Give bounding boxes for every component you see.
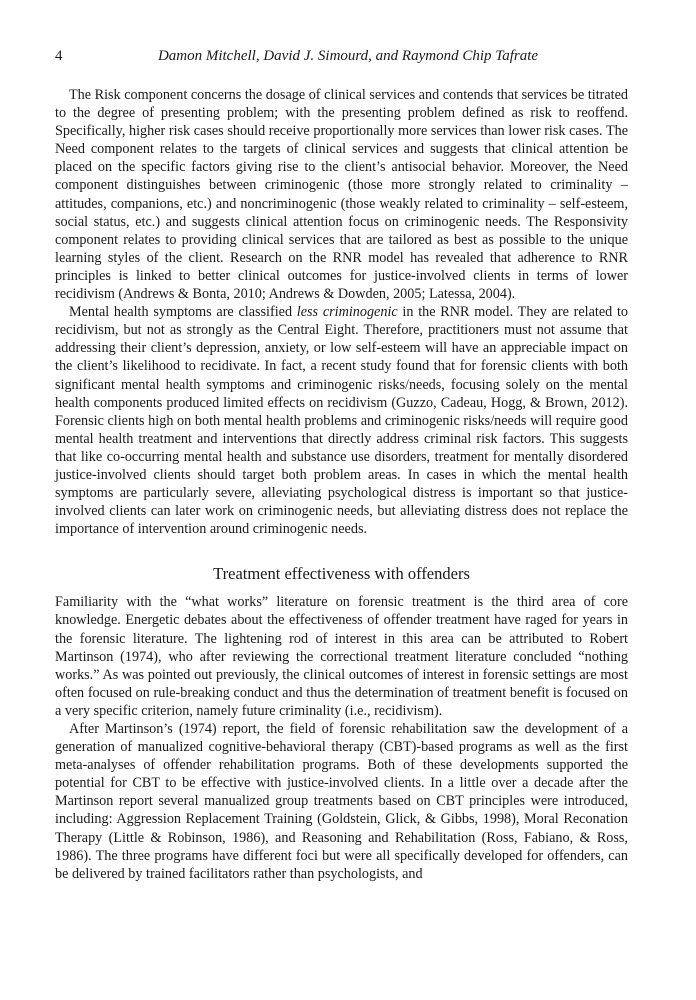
section-heading: Treatment effectiveness with offenders bbox=[213, 564, 470, 584]
page-body bbox=[55, 86, 628, 883]
paragraph-risk-need-responsivity: The Risk component concerns the dosage of clinical services and contends that services be titrated to the degree of presenting problem; with the presenting problem defined as risk to reoffend. Specifically, higher risk cases should receive proportionally more services than lower risk cases. The Need component relates to the targets of clinical services and suggests that clinical attention be placed on the specific factors giving rise to the client’s antisocial behavior. Moreover, the Need component distinguishes between criminogenic (those more strongly related to criminality – attitudes, companions, etc.) and noncriminogenic (those weakly related to criminality – self-esteem, social status, etc.) and suggests clinical attention focus on criminogenic needs. The Responsivity component relates to providing clinical services that are tailored as best as possible to the unique learning styles of the client. Research on the RNR model has revealed that adherence to RNR principles is linked to better clinical outcomes for justice-involved clients in terms of lower recidivism (Andrews & Bonta, 2010; Andrews & Dowden, 2005; Latessa, 2004). bbox=[55, 87, 628, 303]
paragraph-what-works: Familiarity with the “what works” literature on forensic treatment is the third area of core knowledge. Energetic debates about the effectiveness of offender treatment have raged for years in the forensic literature. The lightening rod of interest in this area can be attributed to Robert Martinson (1974), who after reviewing the correctional treatment literature concluded “nothing works.” As was pointed out previously, the clinical outcomes of interest in forensic settings are most often focused on rule-breaking conduct and thus the determination of treatment benefit is focused on a very specific criterion, namely future criminality (i.e., recidivism). bbox=[55, 594, 628, 719]
paragraph-text: Mental health symptoms are classified bbox=[69, 304, 297, 321]
running-head bbox=[55, 48, 641, 68]
paragraph-text: in the RNR model. They are related to recidivism, but not as strongly as the Central Eight. Therefore, practitioners must not assume that addressing their client’s depression, anxiety, or low self-esteem will have an appreciable impact on the client’s likelihood to recidivate. In fact, a recent study found that for forensic clients with both significant mental health symptoms and criminogenic risks/needs, focusing solely on the mental health components produced limited effects on recidivism (Guzzo, Cadeau, Hogg, & Brown, 2012). Forensic clients high on both mental health problems and criminogenic risks/needs will require good mental health treatment and interventions that directly address criminal risk factors. This suggests that like co-occurring mental health and substance use disorders, treatment for mentally disordered justice-involved clients should target both problem areas. In cases in which the mental health symptoms are particularly severe, alleviating psychological distress is important so that justice-involved clients can later work on criminogenic needs, but alleviating distress does not replace the importance of intervention around criminogenic needs. bbox=[55, 304, 629, 538]
emphasis-text: less criminogenic bbox=[296, 304, 398, 321]
running-title: Damon Mitchell, David J. Simourd, and Raymond Chip Tafrate bbox=[157, 48, 539, 64]
paragraph-martinson: After Martinson’s (1974) report, the field of forensic rehabilitation saw the development of a generation of manualized cognitive-behavioral therapy (CBT)-based programs as well as the first meta-analyses of offender rehabilitation programs. Both of these developments supported the potential for CBT to be effective with justice-involved clients. In a little over a decade after the Martinson report several manualized group treatments based on CBT principles were introduced, including: Aggression Replacement Training (Goldstein, Glick, & Gibbs, 1998), Moral Reconation Therapy (Little & Robinson, 1986), and Reasoning and Rehabilitation (Ross, Fabiano, & Ross, 1986). The three programs have different foci but were all specifically developed for offenders, can be delivered by trained facilitators rather than psychologists, and bbox=[55, 721, 628, 882]
page-number: 4 bbox=[55, 48, 63, 64]
paragraph-mental-health bbox=[55, 303, 628, 538]
